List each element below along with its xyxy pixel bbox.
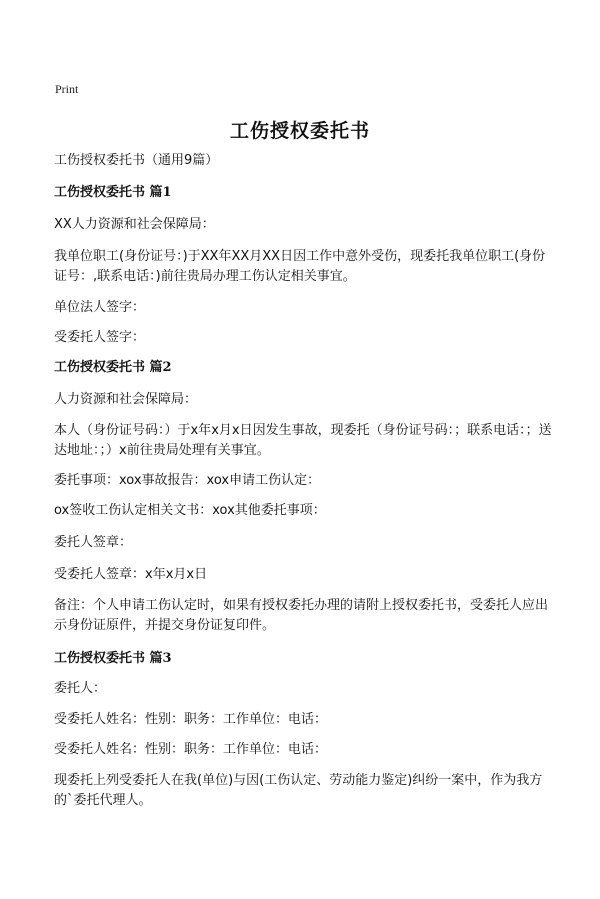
section-2-remark: 备注：个人申请工伤认定时，如果有授权委托办理的请附上授权委托书，受委托人应出示身份证原件，并提交身份证复印件。 bbox=[54, 598, 549, 633]
section-3-agent-2: 受委托人姓名：性别：职务：工作单位：电话： bbox=[54, 742, 328, 757]
section-2-agent-seal: 受委托人签章：x年x月x日 bbox=[54, 567, 208, 582]
document-title: 工伤授权委托书 bbox=[229, 120, 370, 142]
section-1-agent-signature: 受委托人签字： bbox=[54, 330, 146, 345]
section-2-principal-seal: 委托人签章： bbox=[54, 535, 133, 550]
section-2-addressee: 人力资源和社会保障局： bbox=[54, 392, 198, 407]
section-1-heading: 工伤授权委托书 篇1 bbox=[54, 185, 172, 200]
section-3-principal: 委托人： bbox=[54, 681, 107, 696]
section-3-body: 现委托上列受委托人在我(单位)与因(工伤认定、劳动能力鉴定)纠纷一案中，作为我方的`委托代理人。 bbox=[54, 773, 543, 808]
section-1-legal-rep-signature: 单位法人签字： bbox=[54, 300, 146, 315]
section-2-matters: 委托事项：xox事故报告：xox申请工伤认定： bbox=[54, 473, 321, 488]
section-3-agent-1: 受委托人姓名：性别：职务：工作单位：电话： bbox=[54, 712, 328, 727]
section-2-heading: 工伤授权委托书 篇2 bbox=[54, 360, 172, 375]
section-2-body: 本人（身份证号码：）于x年x月x日因发生事故，现委托（身份证号码：；联系电话：；送达地址：；）x前往贵局处理有关事宜。 bbox=[54, 423, 552, 458]
document-subtitle: 工伤授权委托书（通用9篇） bbox=[54, 153, 219, 168]
print-label: Print bbox=[55, 82, 79, 96]
section-3-heading: 工伤授权委托书 篇3 bbox=[54, 651, 172, 666]
section-1-addressee: XX人力资源和社会保障局： bbox=[54, 217, 215, 232]
section-1-body: 我单位职工(身份证号：)于XX年XX月XX日因工作中意外受伤，现委托我单位职工(身份证号：,联系电话：)前往贵局办理工伤认定相关事宜。 bbox=[54, 249, 546, 284]
section-2-matters-cont: ox签收工伤认定相关文书：xox其他委托事项： bbox=[54, 503, 326, 518]
